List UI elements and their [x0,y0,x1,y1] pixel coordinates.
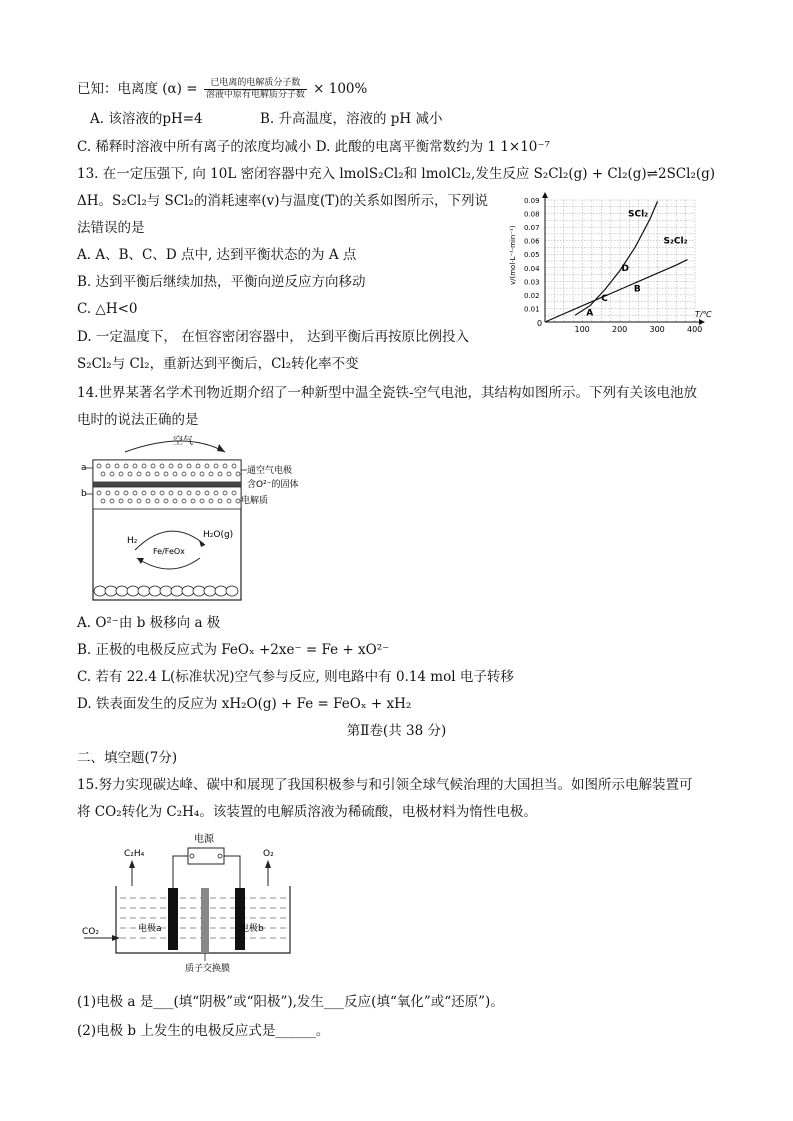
chart-y-tick-label: 0.05 [524,251,540,260]
membrane-label: 质子交换膜 [185,964,231,974]
section-2-title: 第Ⅱ卷(共 38 分) [346,723,447,739]
electrolyte-particle [236,499,240,503]
electrolyte-particle [146,499,150,503]
q14-option-d: D. 铁表面发生的反应为 xH₂O(g) + Fe = FeOₓ + xH₂ [77,696,412,712]
chart-series-label: S₂Cl₂ [663,236,688,247]
q14-stem-line1: 14.世界某著名学术刊物近期介绍了一种新型中温全瓷铁-空气电池，其结构如图所示。下列有关该电池放 [77,385,698,401]
electrode-particle [169,464,173,468]
electrode-particle [137,472,141,476]
q13-option-d-line2: S₂Cl₂与 Cl₂，重新达到平衡后，Cl₂转化率不变 [77,356,359,372]
q13-stem-line1: 13. 在一定压强下, 向 10L 密闭容器中充入 lmolS₂Cl₂和 lmolCl₂,发生反应 S₂Cl₂(g) + Cl₂(g)⇌2SCl₂(g) [77,166,716,182]
electrolyte-particle [227,499,231,503]
electrolyte-particle [106,491,110,495]
chart-y-axis-arrow [542,192,548,198]
iron-pebble [204,586,216,596]
iron-pebble [160,586,172,596]
chart-x-tick-label: 300 [649,325,665,334]
q13-option-c: C. △H<0 [77,301,138,317]
chart-y-tick-label: 0.06 [524,237,540,246]
q15-sub-question-1: (1)电极 a 是___(填“阴极”或“阳极”),发生___反应(填“氧化”或“还原”)。 [77,994,504,1010]
electrolyte-particle [205,491,209,495]
chart-y-axis-label: v/(mol·L⁻¹·min⁻¹) [509,225,517,285]
electrolyte-particle [187,491,191,495]
label-a: a [81,463,87,473]
label-b: b [81,489,87,499]
chart-point-label: B [633,284,641,295]
q12-option-cd: C. 稀释时溶液中所有离子的浓度均减小 D. 此酸的电离平衡常数约为 1 1×10⁻⁷ [77,139,550,155]
chart-y-tick-label: 0.01 [524,305,540,314]
q14-option-a: A. O²⁻由 b 极移向 a 极 [77,615,221,631]
electrode-particle [223,464,227,468]
wire-right [224,856,240,888]
q13-option-d-line1: D. 一定温度下， 在恒容密闭容器中， 达到平衡后再按原比例投入 [77,329,470,345]
solid-electrolyte-label-1: 含O²⁻的固体 [247,480,299,490]
electrode-particle [209,472,213,476]
electrolyte-particle [214,491,218,495]
air-arrow-head [217,444,225,452]
electrolyte-particle [101,499,105,503]
power-source-label: 电源 [194,834,214,845]
iron-pebble [215,586,227,596]
electrode-particle [232,464,236,468]
q15-sub-question-2: (2)电极 b 上发生的电极反应式是______。 [77,1023,330,1039]
electrolyte-particle [128,499,132,503]
iron-pebble [193,586,205,596]
iron-pebble [182,586,194,596]
electrode-particle [110,472,114,476]
electrode-particle [196,464,200,468]
electrode-particle [106,464,110,468]
fraction-denominator: 溶液中原有电解质分子数 [205,90,305,100]
chart-y-tick-label: 0.07 [524,224,540,233]
chart-points [586,264,641,319]
chart-x-tick-label: 400 [687,325,703,334]
q12-option-b: B. 升高温度，溶液的 pH 减小 [260,111,443,127]
electrolyte-particle [232,491,236,495]
chart-axes [524,192,705,334]
electrolyte-particle [169,491,173,495]
fe-feox-label: Fe/FeOx [153,547,185,556]
formula-fraction [204,78,307,101]
chart-point-label: D [621,264,629,274]
electrolysis-device-diagram [80,828,320,978]
iron-pebble [226,586,238,596]
chart-origin-label: 0 [537,319,543,328]
electrode-particle [236,472,240,476]
electrode-particle [164,472,168,476]
electrolyte-particle [200,499,204,503]
solid-electrolyte-label-2: 电解质 [241,496,269,506]
cycle-arrow-bottom [137,558,200,569]
electrode-particle [160,464,164,468]
electrode-particle [205,464,209,468]
chart-y-tick-label: 0.09 [524,197,540,205]
chart-series-line-2 [545,260,688,322]
electrode-particle [124,464,128,468]
iron-pebble [94,586,106,596]
proton-exchange-membrane [201,888,209,953]
electrolyte-particle [160,491,164,495]
electrolyte-particle [137,499,141,503]
h2o-label: H₂O(g) [203,530,234,540]
electrode-separator [93,482,241,487]
electrolyte-particle [178,491,182,495]
air-electrode-layer [93,460,241,482]
iron-pebble [105,586,117,596]
h2-label: H₂ [127,536,138,546]
iron-pebble [116,586,128,596]
o2-label: O₂ [263,849,274,859]
air-electrode-label: 通空气电极 [247,466,293,476]
fraction-numerator: 已电离的电解质分子数 [204,78,307,90]
iron-pebble [149,586,161,596]
electrode-particle [97,464,101,468]
chart-grid [545,200,695,322]
electrolyte-particle [115,491,119,495]
electrolyte-particle [97,491,101,495]
electrolyte-particle [173,499,177,503]
electrolyte-particle [182,499,186,503]
electrolyte-particle [209,499,213,503]
electrode-b [235,888,245,950]
formula-suffix: × 100% [313,81,368,97]
electrolyte-particle [151,491,155,495]
electrode-a-label: 电极a [138,924,162,934]
electrode-particle [214,464,218,468]
electrode-particle [227,472,231,476]
chart-x-axis-label: T/℃ [695,310,712,319]
electrode-particle [200,472,204,476]
air-label: 空气 [173,436,193,447]
chart-x-tick-label: 200 [612,325,628,334]
chart-series-label: SCl₂ [628,209,649,220]
electrolyte-particle [155,499,159,503]
rate-temperature-chart [505,190,715,340]
electrode-b-label: 电极b [240,924,264,934]
q15-stem-line1: 15.努力实现碳达峰、碳中和展现了我国积极参与和引领全球气候治理的大国担当。如图所示电解装置可 [77,777,693,793]
electrolyte-particle [164,499,168,503]
electrolyte-particle [133,491,137,495]
formula-prefix: 已知：电离度 (α) = [77,81,198,97]
chart-point-label: A [586,308,594,319]
electrode-particle [146,472,150,476]
iron-pebbles [94,586,238,596]
c2h4-label: C₂H₄ [124,849,145,859]
chart-x-tick-label: 100 [574,325,590,334]
chart-y-tick-label: 0.08 [524,210,540,219]
electrolyte-particle [119,499,123,503]
q13-option-a: A. A、B、C、D 点中, 达到平衡状态的为 A 点 [77,247,357,263]
electrolyte-particle [218,499,222,503]
electrode-particle [155,472,159,476]
q13-stem-line2: ΔH。S₂Cl₂与 SCl₂的消耗速率(v)与温度(T)的关系如图所示，下列说 [77,193,489,209]
chart-point-label: C [601,293,608,304]
chart-y-tick-label: 0.02 [524,291,540,300]
chart-y-tick-label: 0.03 [524,278,540,287]
electrode-particle [133,464,137,468]
q14-option-c: C. 若有 22.4 L(标准状况)空气参与反应, 则电路中有 0.14 mol 电子转移 [77,669,514,685]
q15-stem-line2: 将 CO₂转化为 C₂H₄。该装置的电解质溶液为稀硫酸，电极材料为惰性电极。 [77,804,537,820]
ionization-degree-formula [77,78,367,101]
electrolyte-particle [223,491,227,495]
electrode-particle [115,464,119,468]
electrolyte-particle [196,491,200,495]
electrolyte-particle [124,491,128,495]
electrode-particle [119,472,123,476]
electrode-particle [191,472,195,476]
electrode-particle [151,464,155,468]
electrolyte-particle [142,491,146,495]
chart-y-tick-label: 0.04 [524,264,540,273]
electrode-particle [182,472,186,476]
q12-option-a: A. 该溶液的pH=4 [90,111,203,127]
part-2-heading: 二、填空题(7分) [77,750,178,766]
electrode-particle [178,464,182,468]
electrode-particle [218,472,222,476]
electrode-particle [173,472,177,476]
wire-left [173,856,188,888]
q14-stem-line2: 电时的说法正确的是 [77,412,199,428]
electrolyte-particle [110,499,114,503]
solid-electrolyte-layer [93,487,241,509]
iron-pebble [138,586,150,596]
electrode-particle [187,464,191,468]
electrode-particle [101,472,105,476]
electrode-a [168,888,178,950]
iron-pebble [171,586,183,596]
co2-label: CO₂ [82,927,99,937]
q13-option-b: B. 达到平衡后继续加热，平衡向逆反应方向移动 [77,274,366,290]
q14-option-b: B. 正极的电极反应式为 FeOₓ +2xe⁻ = Fe + xO²⁻ [77,642,390,658]
q13-stem-line3: 法错误的是 [77,220,145,236]
iron-air-battery-diagram [75,430,335,605]
electrode-particle [142,464,146,468]
electrode-particle [128,472,132,476]
electrolyte-particle [191,499,195,503]
iron-pebble [127,586,139,596]
chart-series [545,201,688,322]
